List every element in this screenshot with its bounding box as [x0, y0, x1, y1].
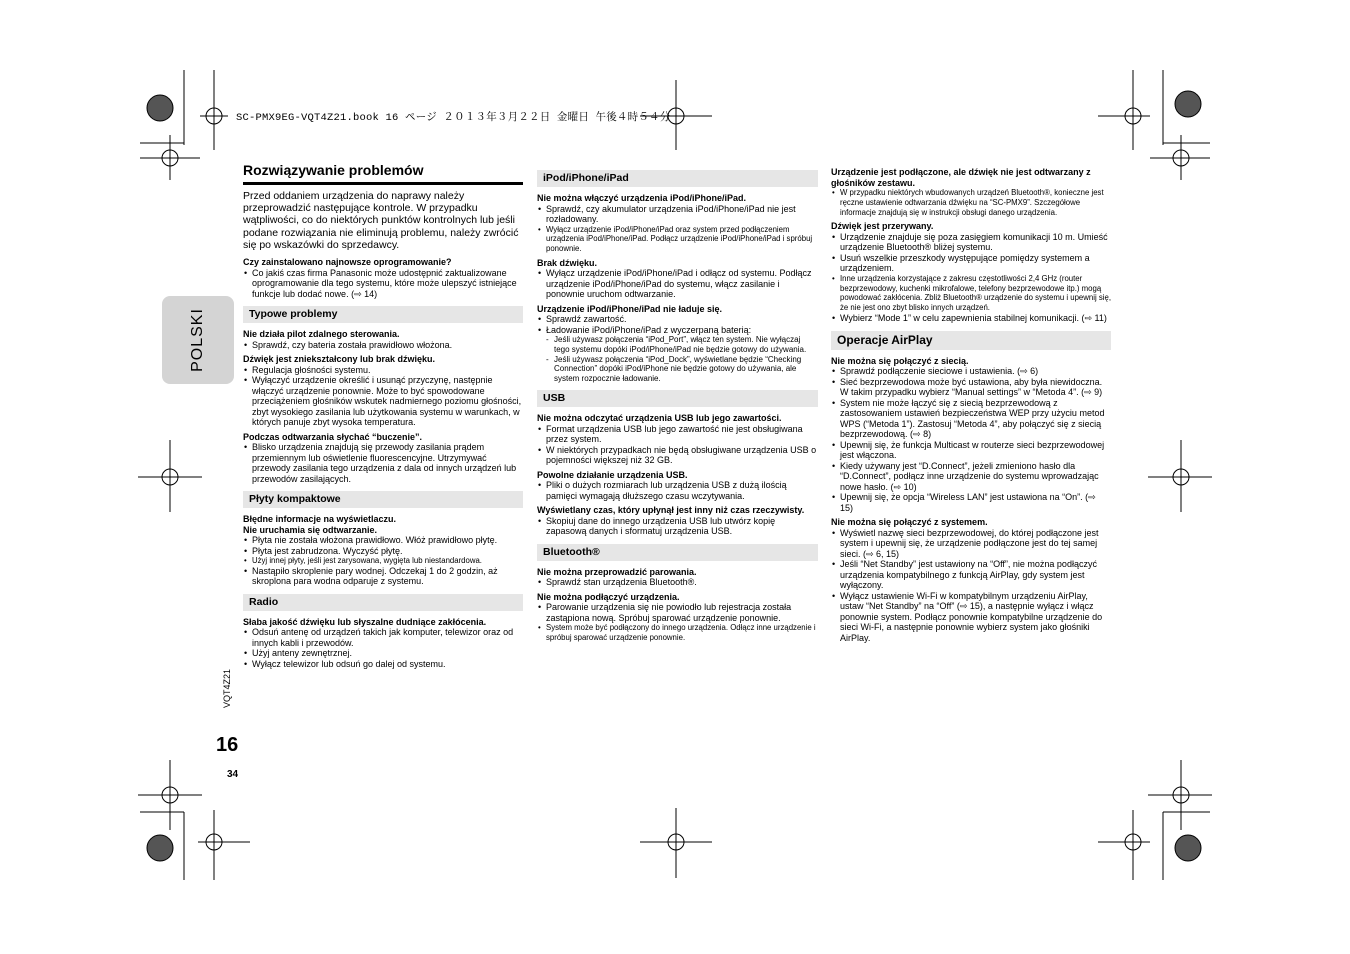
question: Dźwięk jest przerywany.: [831, 221, 934, 232]
list-item: • Odsuń antenę od urządzeń takich jak komputer, telewizor oraz od innych kabli i przewodów.: [243, 627, 523, 648]
list-item: • Skopiuj dane do innego urządzenia USB lub utwórz kopię zapasową danych i sformatuj urządzenia USB.: [537, 516, 818, 537]
list-item: • Sprawdź podłączenie sieciowe i ustawienia. (⇨ 6): [831, 366, 1111, 377]
section-heading: Bluetooth®: [537, 544, 818, 561]
question: Urządzenie iPod/iPhone/iPad nie ładuje się.: [537, 303, 723, 314]
question: Podczas odtwarzania słychać “buczenie”.: [243, 431, 423, 442]
list-item: • W przypadku niektórych wbudowanych urządzeń Bluetooth®, konieczne jest ręczne ustawienie odtwarzania dźwięku na “SC-PMX9”. Szczegółowe informacje znajdują się w instrukcji obsługi danego urządzenia.: [831, 188, 1111, 217]
section-heading: Radio: [243, 594, 523, 611]
question: Powolne działanie urządzenia USB.: [537, 469, 688, 480]
list-item: • Płyta jest zabrudzona. Wyczyść płytę.: [243, 546, 523, 557]
list-item: • Jeśli “Net Standby” jest ustawiony na “Off”, nie można podłączyć urządzenia kompatybilnego z funkcją AirPlay, gdy system jest wyłączony.: [831, 559, 1111, 591]
page-number: 16: [216, 734, 239, 756]
question: Dźwięk jest zniekształcony lub brak dźwięku.: [243, 354, 436, 365]
list-item: • Sprawdź stan urządzenia Bluetooth®.: [537, 577, 818, 588]
sub-list-item: - Jeśli używasz połączenia “iPod_Dock”, wyświetlane będzie “Checking Connection” dopóki iPod/iPhone nie będzie gotowy do używania, ale system rozpocznie ładowanie.: [537, 355, 818, 384]
list-item: • Wybierz “Mode 1” w celu zapewnienia stabilnej komunikacji. (⇨ 11): [831, 313, 1111, 324]
list-item: • Wyświetl nazwę sieci bezprzewodowej, do której podłączone jest system i upewnij się, że urządzenie podłączone jest do tej samej sieci. (⇨ 6, 15): [831, 528, 1111, 560]
list-item: • Wyłącz ustawienie Wi-Fi w kompatybilnym urządzeniu AirPlay, ustaw “Net Standby” na “Off” (⇨ 15), a następnie wyłącz i włącz ponownie system. Podłącz ponownie kompatybilne urządzenie do sieci Wi-Fi, a następnie ponownie wybierz system jako głośniki AirPlay.: [831, 591, 1111, 644]
question: Brak dźwięku.: [537, 257, 598, 268]
list-item: • W niektórych przypadkach nie będą obsługiwane urządzenia USB o pojemności większej niż 32 GB.: [537, 445, 818, 466]
list-item: • Urządzenie znajduje się poza zasięgiem komunikacji 10 m. Umieść urządzenie Bluetooth® bliżej systemu.: [831, 232, 1111, 253]
list-item: • Pliki o dużych rozmiarach lub urządzenia USB z dużą ilością pamięci wymagają dłuższego czasu wczytywania.: [537, 480, 818, 501]
section-heading: Typowe problemy: [243, 306, 523, 323]
list-item: • Upewnij się, że funkcja Multicast w routerze sieci bezprzewodowej jest włączona.: [831, 440, 1111, 461]
question: Nie uruchamia się odtwarzanie.: [243, 524, 378, 535]
list-item: • Format urządzenia USB lub jego zawartość nie jest obsługiwana przez system.: [537, 424, 818, 445]
question: Nie można się połączyć z systemem.: [831, 517, 988, 528]
question: Nie można odczytać urządzenia USB lub jego zawartości.: [537, 413, 782, 424]
list-item: • System może być podłączony do innego urządzenia. Odłącz inne urządzenie i spróbuj sparować urządzenie ponownie.: [537, 623, 818, 643]
list-item: • Kiedy używany jest “D.Connect”, jeżeli zmieniono hasło dla “D.Connect”, podłącz inne urządzenie do systemu wprowadzając nowe hasło. (⇨ 10): [831, 461, 1111, 493]
list-item: • Ładowanie iPod/iPhone/iPad z wyczerpaną baterią:: [537, 325, 818, 336]
print-header: SC-PMX9EG-VQT4Z21.book 16 ページ ２０１３年３月２２日 金曜日 午後４時５４分: [236, 112, 671, 124]
list-item: • Inne urządzenia korzystające z zakresu częstotliwości 2,4 GHz (router bezprzewodowy, kuchenki mikrofalowe, telefony bezprzewodowe itp.) mogą powodować zakłócenia. Zbliż Bluetooth® urządzenie do systemu i upewnij się, że nie jest ono zbyt blisko innych urządzeń.: [831, 274, 1111, 313]
model-code: VQT4Z21: [222, 668, 232, 708]
list-item: • Sieć bezprzewodowa może być ustawiona, aby była niewidoczna. W takim przypadku wybierz “Manual settings” w “Metoda 4”. (⇨ 9): [831, 377, 1111, 398]
list-item: • Wyłącz telewizor lub odsuń go dalej od systemu.: [243, 659, 523, 670]
language-label: POLSKI: [189, 308, 206, 372]
section-heading: Płyty kompaktowe: [243, 491, 523, 508]
page-number-secondary: 34: [227, 769, 239, 780]
question: Wyświetlany czas, który upłynął jest inny niż czas rzeczywisty.: [537, 505, 805, 516]
column-1: [243, 162, 523, 669]
list-item: • Sprawdź, czy akumulator urządzenia iPod/iPhone/iPad nie jest rozładowany.: [537, 204, 818, 225]
list-item: • System nie może łączyć się z siecią bezprzewodową z zastosowaniem ustawień bezpieczeństwa WEP przy użyciu metod WPS (“Metoda 1”). Zastosuj “Metoda 4”, aby połączyć się z siecią bezprzewodową. (⇨ 8): [831, 398, 1111, 440]
list-item: • Sprawdź zawartość.: [537, 314, 818, 325]
question: Czy zainstalowano najnowsze oprogramowanie?: [243, 257, 452, 268]
section-heading: USB: [537, 390, 818, 407]
list-item: • Usuń wszelkie przeszkody występujące pomiędzy systemem a urządzeniem.: [831, 253, 1111, 274]
question: Słaba jakość dźwięku lub słyszalne dudniące zakłócenia.: [243, 616, 487, 627]
list-item: • Wyłącz urządzenie iPod/iPhone/iPad i odłącz od systemu. Podłącz urządzenie iPod/iPhone/iPad do systemu, włącz zasilanie i ponownie uruchom odtwarzanie.: [537, 268, 818, 300]
question: Nie można podłączyć urządzenia.: [537, 591, 680, 602]
question: Błędne informacje na wyświetlaczu.: [243, 514, 397, 525]
language-tab: [162, 296, 234, 384]
list-item: • Użyj anteny zewnętrznej.: [243, 648, 523, 659]
section-heading: iPod/iPhone/iPad: [537, 170, 818, 187]
list-item: • Płyta nie została włożona prawidłowo. Włóż prawidłowo płytę.: [243, 535, 523, 546]
section-heading: Operacje AirPlay: [831, 331, 1111, 350]
column-3: [831, 167, 1111, 643]
question: Urządzenie jest podłączone, ale dźwięk nie jest odtwarzany z głośników zestawu.: [831, 167, 1091, 188]
question: Nie można się połączyć z siecią.: [831, 355, 969, 366]
list-item: • Wyłączyć urządzenie określić i usunąć przyczynę, następnie włączyć urządzenie ponownie. Może to być spowodowane przeciążeniem głośników wskutek nadmiernego poziomu głośności, zbyt wysokiego zasilania lub użytkowania systemu w warunkach, w których panuje zbyt wysoka temperatura.: [243, 375, 523, 428]
list-item: • Nastąpiło skroplenie pary wodnej. Odczekaj 1 do 2 godzin, aż skroplona para wodna odparuje z systemu.: [243, 566, 523, 587]
list-item: • Upewnij się, że opcja “Wireless LAN” jest ustawiona na “On”. (⇨ 15): [831, 492, 1111, 513]
intro-text: Przed oddaniem urządzenia do naprawy należy przeprowadzić następujące kontrole. W przypadku wątpliwości, co do niektórych punktów kontrolnych lub jeśli podane rozwiązania nie eliminują problemu, należy zwrócić się po wskazówki do sprzedawcy.: [243, 190, 519, 251]
page-title: Rozwiązywanie problemów: [243, 162, 523, 185]
list-item: • Parowanie urządzenia się nie powiodło lub rejestracja została zastąpiona nową. Spróbuj sparować urządzenie ponownie.: [537, 602, 818, 623]
list-item: • Sprawdź, czy bateria została prawidłowo włożona.: [243, 340, 523, 351]
list-item: • Co jakiś czas firma Panasonic może udostępnić zaktualizowane oprogramowanie dla tego systemu, które może ulepszyć istniejące funkcje lub dodać nowe. (⇨ 14): [243, 268, 523, 300]
question: Nie można włączyć urządzenia iPod/iPhone/iPad.: [537, 193, 747, 203]
column-2: [537, 170, 818, 643]
sub-list-item: - Jeśli używasz połączenia “iPod_Port”, włącz ten system. Nie wyłączaj tego systemu dopóki iPod/iPhone/iPad nie będzie gotowy do używania.: [537, 335, 818, 354]
list-item: • Blisko urządzenia znajdują się przewody zasilania prądem przemiennym lub oświetlenie fluorescencyjne. Utrzymywać przewody zasilania tego urządzenia z dala od innych urządzeń lub przewodów zasilających.: [243, 442, 523, 484]
question: Nie można przeprowadzić parowania.: [537, 566, 697, 577]
list-item: • Użyj innej płyty, jeśli jest zarysowana, wygięta lub niestandardowa.: [243, 556, 523, 566]
question: Nie działa pilot zdalnego sterowania.: [243, 329, 400, 340]
list-item: • Regulacja głośności systemu.: [243, 365, 523, 376]
list-item: • Wyłącz urządzenie iPod/iPhone/iPad oraz system przed podłączeniem urządzenia iPod/iPhone/iPad. Podłącz urządzenie iPod/iPhone/iPad i spróbuj ponownie.: [537, 225, 818, 254]
